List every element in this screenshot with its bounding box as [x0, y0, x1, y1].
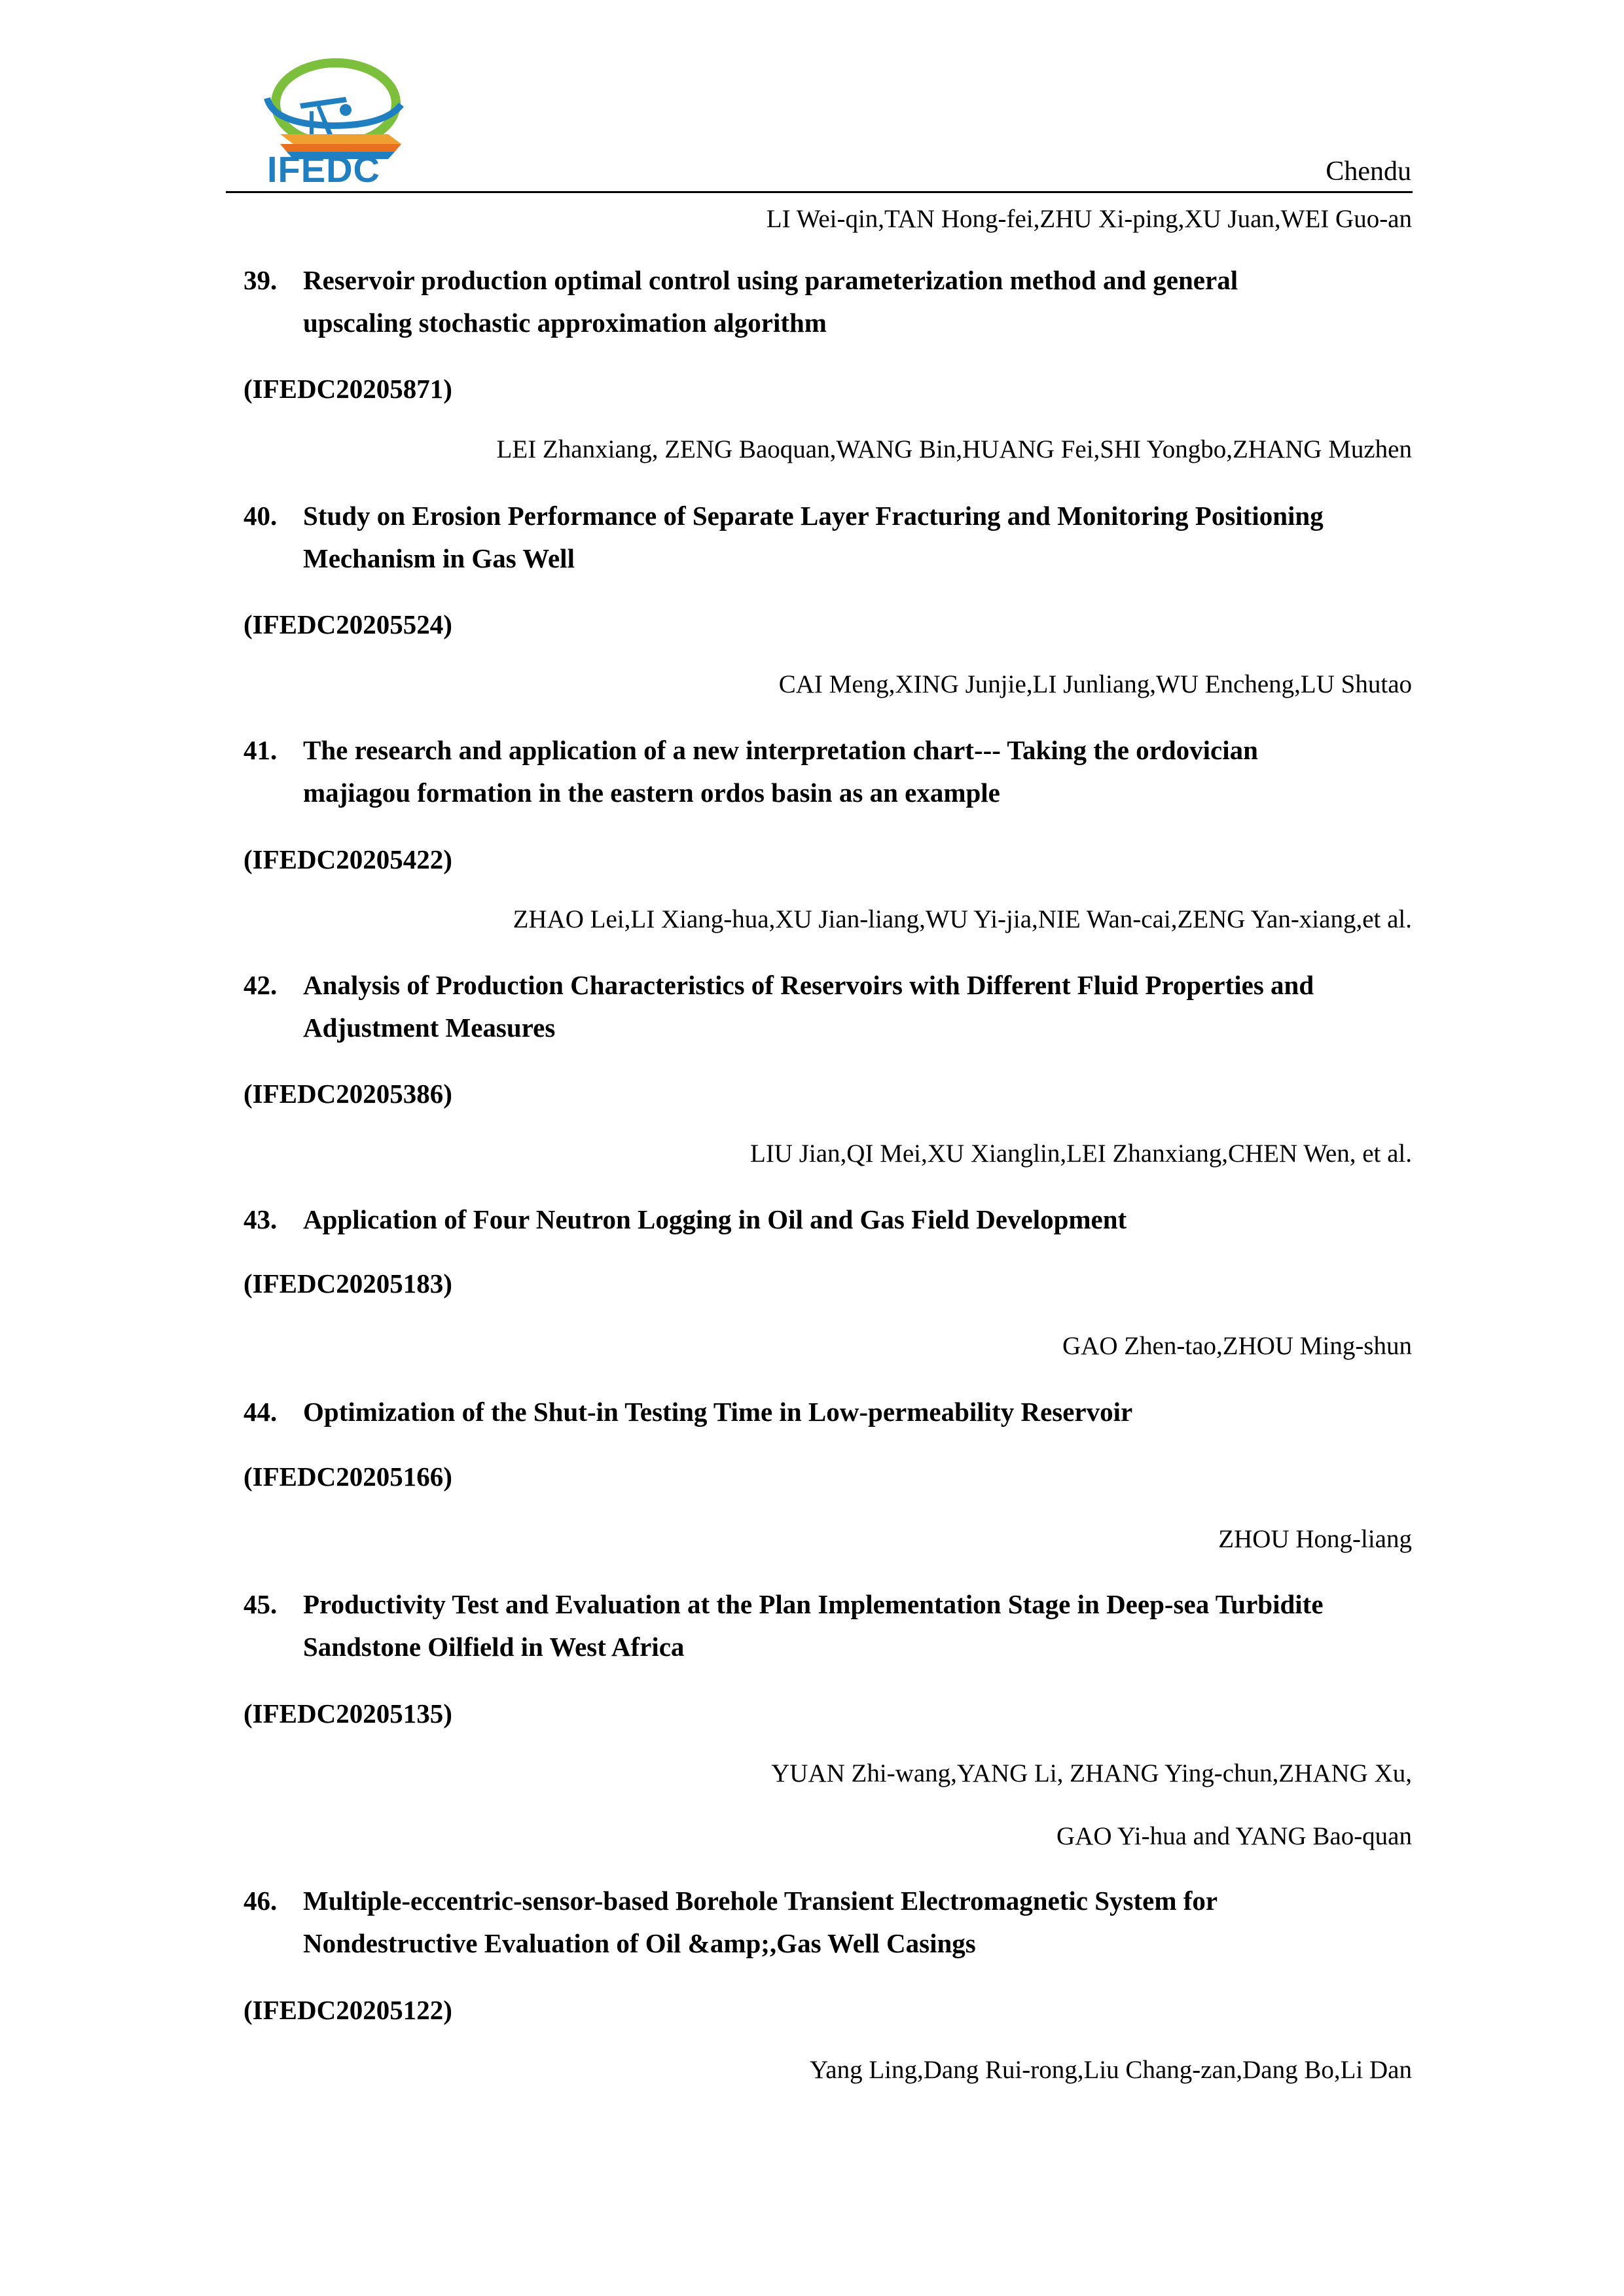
- entry-title-line: Study on Erosion Performance of Separate Layer Fracturing and Monitoring Positioning: [303, 501, 1324, 531]
- entry-number: 43.: [244, 1204, 278, 1234]
- entry-code: (IFEDC20205166): [244, 1462, 452, 1492]
- entry-number: 45.: [244, 1589, 278, 1619]
- entry-code: (IFEDC20205135): [244, 1698, 452, 1729]
- entry-authors: ZHOU Hong-liang: [1218, 1525, 1412, 1553]
- entry-authors: Yang Ling,Dang Rui-rong,Liu Chang-zan,Dang Bo,Li Dan: [810, 2056, 1412, 2084]
- entry-title-line: upscaling stochastic approximation algorithm: [303, 308, 827, 338]
- header-divider: [226, 191, 1413, 193]
- entry-title-line: Adjustment Measures: [303, 1013, 556, 1043]
- entry-code: (IFEDC20205422): [244, 844, 452, 874]
- entry-authors: CAI Meng,XING Junjie,LI Junliang,WU Encheng,LU Shutao: [778, 670, 1412, 698]
- entry-title-line: Multiple-eccentric-sensor-based Borehole Transient Electromagnetic System for: [303, 1886, 1218, 1916]
- entry-title-line: Nondestructive Evaluation of Oil &amp;,Gas Well Casings: [303, 1928, 976, 1958]
- entry-number: 44.: [244, 1397, 278, 1427]
- entry-authors: GAO Yi-hua and YANG Bao-quan: [1056, 1822, 1412, 1850]
- entry-title-line: Application of Four Neutron Logging in Oil and Gas Field Development: [303, 1204, 1127, 1234]
- entry-title-line: The research and application of a new interpretation chart--- Taking the ordovician: [303, 735, 1258, 765]
- entry-title-line: Sandstone Oilfield in West Africa: [303, 1632, 685, 1662]
- entry-code: (IFEDC20205122): [244, 1995, 452, 2025]
- entry-number: 39.: [244, 265, 278, 295]
- entry-authors: YUAN Zhi-wang,YANG Li, ZHANG Ying-chun,ZHANG Xu,: [771, 1759, 1412, 1787]
- logo-wordmark: IFEDC: [267, 149, 380, 190]
- entry-number: 40.: [244, 501, 278, 531]
- entry-code: (IFEDC20205871): [244, 374, 452, 404]
- entry-authors: ZHAO Lei,LI Xiang-hua,XU Jian-liang,WU Yi-jia,NIE Wan-cai,ZENG Yan-xiang,et al.: [513, 905, 1412, 933]
- entry-number: 41.: [244, 735, 278, 765]
- entry-number: 46.: [244, 1886, 278, 1916]
- entry-title-line: Analysis of Production Characteristics of Reservoirs with Different Fluid Properties and: [303, 970, 1314, 1000]
- entry-title-line: Productivity Test and Evaluation at the Plan Implementation Stage in Deep-sea Turbidite: [303, 1589, 1324, 1619]
- entry-code: (IFEDC20205386): [244, 1079, 452, 1109]
- previous-entry-authors: LI Wei-qin,TAN Hong-fei,ZHU Xi-ping,XU Juan,WEI Guo-an: [766, 205, 1412, 233]
- entry-title-line: Mechanism in Gas Well: [303, 543, 575, 573]
- entry-authors: GAO Zhen-tao,ZHOU Ming-shun: [1062, 1332, 1412, 1360]
- entry-code: (IFEDC20205524): [244, 609, 452, 639]
- header-city: Chendu: [1326, 156, 1411, 187]
- entry-title-line: majiagou formation in the eastern ordos basin as an example: [303, 778, 1000, 808]
- entry-title-line: Optimization of the Shut-in Testing Time in Low-permeability Reservoir: [303, 1397, 1133, 1427]
- entry-number: 42.: [244, 970, 278, 1000]
- entry-title-line: Reservoir production optimal control using parameterization method and general: [303, 265, 1238, 295]
- entry-authors: LEI Zhanxiang, ZENG Baoquan,WANG Bin,HUANG Fei,SHI Yongbo,ZHANG Muzhen: [496, 435, 1412, 463]
- entry-code: (IFEDC20205183): [244, 1268, 452, 1299]
- entry-authors: LIU Jian,QI Mei,XU Xianglin,LEI Zhanxiang,CHEN Wen, et al.: [750, 1139, 1412, 1168]
